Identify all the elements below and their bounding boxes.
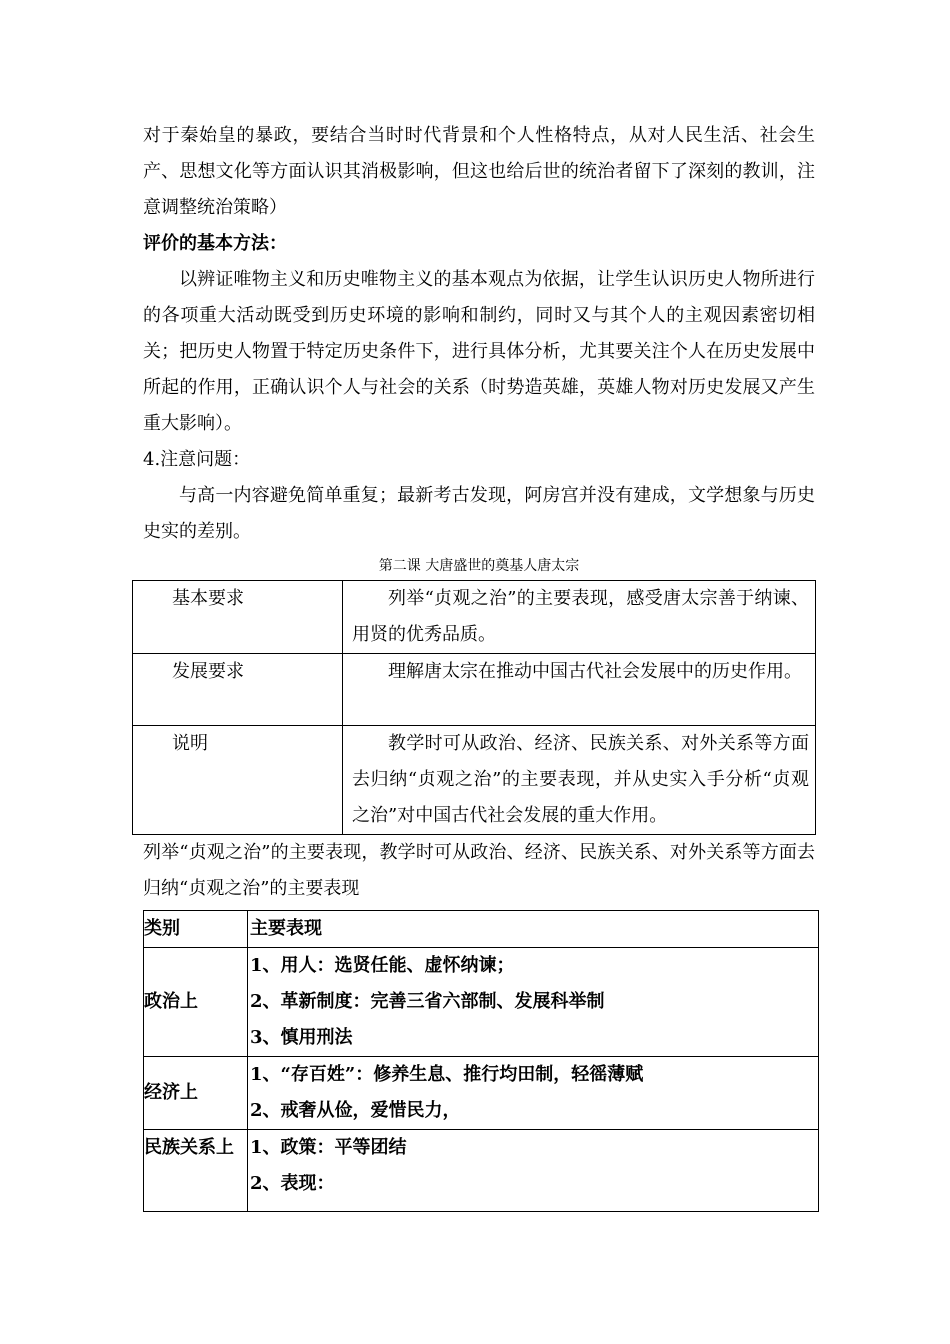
table-row [144,948,819,1057]
intro-paragraph: 对于秦始皇的暴政，要结合当时时代背景和个人性格特点，从对人民生活、社会生产、思想文化等方面认识其消极影响，但这也给后世的统治者留下了深刻的教训，注意调整统治策略） [143,125,815,218]
performance-item: 3、慎用刑法 [250,1027,353,1048]
table-row [144,1130,819,1212]
category-cell: 政治上 [144,948,248,1057]
performance-table [143,910,819,1212]
table-row [133,654,816,726]
requirement-text: 教学时可从政治、经济、民族关系、对外关系等方面去归纳“贞观之治”的主要表现，并从史实入手分析“贞观之治”对中国古代社会发展的重大作用。 [343,726,816,835]
note-heading: 4.注意问题： [143,449,251,470]
requirement-text: 理解唐太宗在推动中国古代社会发展中的历史作用。 [343,654,816,726]
requirement-label: 基本要求 [133,581,343,654]
note-paragraph: 与高一内容避免简单重复；最新考古发现，阿房宫并没有建成，文学想象与历史史实的差别。 [143,485,815,542]
performance-item: 1、政策：平等团结 [250,1137,407,1158]
category-cell: 民族关系上 [144,1130,248,1212]
performance-item: 2、革新制度：完善三省六部制、发展科举制 [250,991,605,1012]
performance-cell [248,1057,819,1130]
requirement-label: 发展要求 [133,654,343,726]
requirement-text: 列举“贞观之治”的主要表现，感受唐太宗善于纳谏、用贤的优秀品质。 [343,581,816,654]
performance-cell [248,948,819,1057]
performance-item: 2、戒奢从俭，爱惜民力， [250,1100,461,1121]
performance-item: 1、用人：选贤任能、虚怀纳谏； [250,955,515,976]
table-row [144,1057,819,1130]
table-header-row [144,911,819,948]
performance-item: 1、“存百姓”：修养生息、推行均田制，轻徭薄赋 [250,1064,644,1085]
lesson-title: 第二课 大唐盛世的奠基人唐太宗 [378,558,580,574]
performance-item: 2、表现： [250,1173,335,1194]
performance-cell [248,1130,819,1212]
table-row [133,726,816,835]
table-row [133,581,816,654]
header-category: 类别 [144,911,248,948]
summary-paragraph: 列举“贞观之治”的主要表现，教学时可从政治、经济、民族关系、对外关系等方面去归纳“贞观之治”的主要表现 [143,842,815,899]
method-heading: 评价的基本方法： [143,233,287,254]
category-cell: 经济上 [144,1057,248,1130]
requirements-table [132,580,816,835]
document-page [143,118,815,1212]
requirement-label: 说明 [133,726,343,835]
method-paragraph: 以辨证唯物主义和历史唯物主义的基本观点为依据，让学生认识历史人物所进行的各项重大活动既受到历史环境的影响和制约，同时又与其个人的主观因素密切相关；把历史人物置于特定历史条件下，进行具体分析，尤其要关注个人在历史发展中所起的作用，正确认识个人与社会的关系（时势造英雄，英雄人物对历史发展又产生重大影响）。 [143,269,815,434]
header-performance: 主要表现 [248,911,819,948]
